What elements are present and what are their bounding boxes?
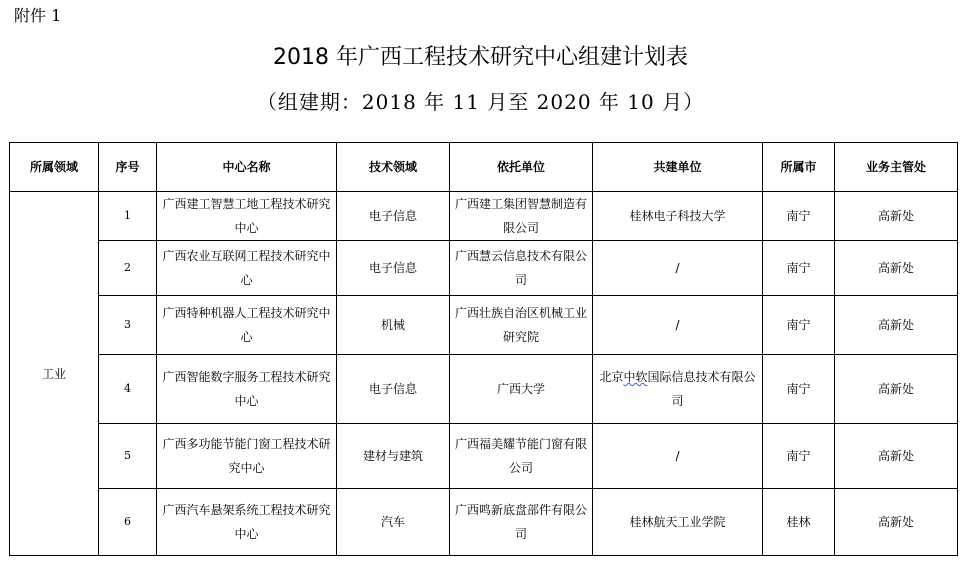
row-number: 5 <box>99 424 157 489</box>
partner-unit: / <box>593 424 763 489</box>
department: 高新处 <box>835 192 958 241</box>
partner-unit: / <box>593 296 763 355</box>
host-unit: 广西壮族自治区机械工业研究院 <box>450 296 593 355</box>
department: 高新处 <box>835 489 958 556</box>
table-row <box>10 241 958 296</box>
host-unit: 广西慧云信息技术有限公司 <box>450 241 593 296</box>
center-name: 广西智能数字服务工程技术研究中心 <box>157 355 337 424</box>
partner-text-part: 国际信息技术有限公司 <box>647 370 756 408</box>
department: 高新处 <box>835 296 958 355</box>
header-domain: 所属领域 <box>10 143 99 192</box>
host-unit: 广西福美耀节能门窗有限公司 <box>450 424 593 489</box>
row-number: 1 <box>99 192 157 241</box>
table-row <box>10 192 958 241</box>
city: 南宁 <box>763 192 835 241</box>
spellcheck-marked-text: 中软 <box>623 370 648 384</box>
center-name: 广西多功能节能门窗工程技术研究中心 <box>157 424 337 489</box>
city: 南宁 <box>763 424 835 489</box>
attachment-label: 附件 1 <box>14 6 62 25</box>
row-number: 2 <box>99 241 157 296</box>
department: 高新处 <box>835 241 958 296</box>
center-name: 广西特种机器人工程技术研究中心 <box>157 296 337 355</box>
partner-unit <box>593 355 763 424</box>
domain-cell: 工业 <box>10 192 99 556</box>
partner-unit: 桂林航天工业学院 <box>593 489 763 556</box>
tech-field: 汽车 <box>337 489 450 556</box>
department: 高新处 <box>835 355 958 424</box>
partner-unit: 桂林电子科技大学 <box>593 192 763 241</box>
partner-text-part: 北京 <box>599 370 624 384</box>
header-host-unit: 依托单位 <box>450 143 593 192</box>
tech-field: 电子信息 <box>337 241 450 296</box>
table-row <box>10 424 958 489</box>
header-city: 所属市 <box>763 143 835 192</box>
department: 高新处 <box>835 424 958 489</box>
row-number: 4 <box>99 355 157 424</box>
host-unit: 广西大学 <box>450 355 593 424</box>
header-partner-unit: 共建单位 <box>593 143 763 192</box>
city: 南宁 <box>763 296 835 355</box>
tech-field: 建材与建筑 <box>337 424 450 489</box>
host-unit: 广西鸣新底盘部件有限公司 <box>450 489 593 556</box>
tech-field: 电子信息 <box>337 192 450 241</box>
header-number: 序号 <box>99 143 157 192</box>
table-header-row <box>10 143 958 192</box>
header-department: 业务主管处 <box>835 143 958 192</box>
header-tech-field: 技术领域 <box>337 143 450 192</box>
city: 南宁 <box>763 241 835 296</box>
center-name: 广西农业互联网工程技术研究中心 <box>157 241 337 296</box>
header-center-name: 中心名称 <box>157 143 337 192</box>
city: 桂林 <box>763 489 835 556</box>
center-name: 广西建工智慧工地工程技术研究中心 <box>157 192 337 241</box>
tech-field: 电子信息 <box>337 355 450 424</box>
row-number: 6 <box>99 489 157 556</box>
table-row <box>10 489 958 556</box>
center-name: 广西汽车悬架系统工程技术研究中心 <box>157 489 337 556</box>
table-row <box>10 296 958 355</box>
plan-table <box>9 142 958 556</box>
partner-unit: / <box>593 241 763 296</box>
row-number: 3 <box>99 296 157 355</box>
document-title: 2018 年广西工程技术研究中心组建计划表 <box>273 45 688 70</box>
table-row <box>10 355 958 424</box>
city: 南宁 <box>763 355 835 424</box>
tech-field: 机械 <box>337 296 450 355</box>
host-unit: 广西建工集团智慧制造有限公司 <box>450 192 593 241</box>
document-subtitle: （组建期：2018 年 11 月至 2020 年 10 月） <box>256 90 705 114</box>
